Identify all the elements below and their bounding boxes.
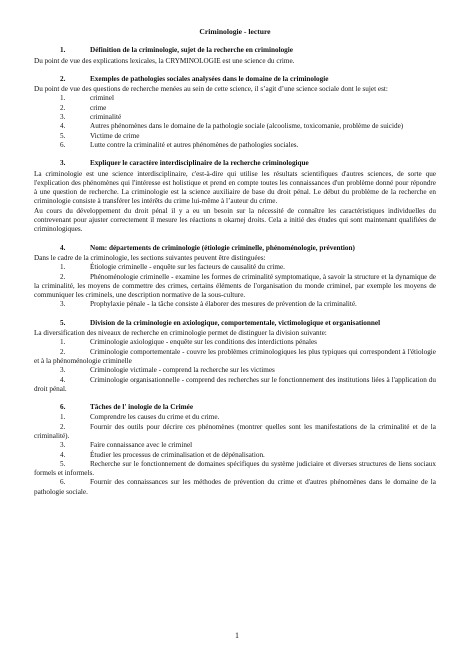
paragraph: Au cours du développement du droit pénal il y a eu un besoin sur la nécessité de connaître les caractéristiques individuelles du contrevenant pour ajuster correctement il mesure les réactions n okarnej droits. Cela a initié des études qui sont maintenant qualifiées de criminologiques.	[34, 206, 436, 234]
list-item-text: Étiologie criminelle - enquête sur les facteurs de causalité du crime.	[90, 263, 285, 272]
section-heading	[34, 75, 436, 84]
section-heading	[34, 319, 436, 328]
list-item-text: Phénoménologie criminelle - examine les formes de criminalité symptomatique, à savoir la structure et la dynamique de la criminalité, les moyens de commettre des crimes, certains éléments de l'organisation du monde criminel, par exemple les moyens de communiquer les criminels, une description normative de la sous-culture.	[34, 272, 436, 300]
section-number: 1.	[60, 46, 66, 55]
list-item-number: 6.	[60, 140, 66, 149]
section-heading	[34, 403, 436, 412]
list-item-text: Lutte contre la criminalité et autres phénomènes de pathologies sociales.	[90, 140, 299, 149]
paragraph: Du point de vue des questions de recherche menées au sein de cette science, il s’agit d’une science sociale dont le sujet est:	[34, 85, 388, 94]
list-item-text: Autres phénomènes dans le domaine de la pathologie sociale (alcoolisme, toxicomanie, problème de suicide)	[90, 122, 404, 131]
list-item	[34, 113, 436, 122]
list-item	[34, 478, 436, 497]
paragraph: La criminologie est une science interdisciplinaire, c'est-à-dire qui utilise les résultats scientifiques d'autres sciences, de sorte que l'explication des phénomènes qui l'intéresse est holistique et prend en compte toutes les connaissances d'un problème donné pour répondre à une question de recherche. La criminologie est la science auxiliaire de base du droit pénal. Le début du problème de la recherche en criminologie consiste à transférer les intérêts du crime lui-même à l’auteur du crime.	[34, 169, 436, 206]
paragraph: La diversification des niveaux de recherche en criminologie permet de distinguer la division suivante:	[34, 329, 327, 338]
list-item	[34, 141, 436, 150]
list-item-number: 1.	[60, 94, 66, 103]
list-item	[34, 348, 436, 367]
section-number: 3.	[60, 159, 66, 168]
list-item	[34, 104, 436, 113]
section-title: Nom: départements de criminologie (étiologie criminelle, phénoménologie, prévention)	[90, 243, 355, 252]
list-item	[34, 122, 436, 131]
list-item	[34, 441, 436, 450]
list-item	[34, 423, 436, 442]
list-item	[34, 300, 436, 309]
list-item-text: Étudier les processus de criminalisation et de dépénalisation.	[90, 450, 265, 459]
list-item-number: 1.	[60, 413, 66, 422]
section-1	[34, 46, 436, 66]
document-title: Criminologie - lecture	[199, 27, 271, 36]
section-4	[34, 244, 436, 310]
section-number: 6.	[60, 403, 66, 412]
numbered-list	[34, 413, 436, 497]
section-title: Division de la criminologie en axiologique, comportementale, victimologique et organisationnel	[90, 318, 381, 327]
list-item-number: 5.	[60, 459, 66, 468]
list-item-number: 3.	[60, 113, 66, 122]
list-item-number: 2.	[60, 103, 66, 112]
list-item	[34, 460, 436, 479]
list-item-text: Comprendre les causes du crime et du crime.	[90, 413, 220, 422]
list-item-number: 4.	[60, 122, 66, 131]
list-item	[34, 132, 436, 141]
section-number: 4.	[60, 243, 66, 252]
list-item	[34, 94, 436, 103]
list-item-text: Victime de crime	[90, 131, 140, 140]
list-item	[34, 366, 436, 375]
section-heading	[34, 46, 436, 55]
list-item-number: 5.	[60, 131, 66, 140]
numbered-list	[34, 94, 436, 150]
list-item-text: criminel	[90, 94, 114, 103]
section-number: 5.	[60, 318, 66, 327]
list-item-number: 1.	[60, 263, 66, 272]
list-item	[34, 273, 436, 301]
section-number: 2.	[60, 74, 66, 83]
section-heading	[34, 159, 436, 168]
paragraph: Dans le cadre de la criminologie, les sections suivantes peuvent être distinguées:	[34, 253, 266, 262]
numbered-list	[34, 338, 436, 394]
list-item-text: Recherche sur le fonctionnement de domaines spécifiques du système judiciaire et diverses structures de liens sociaux formels et informels.	[34, 459, 436, 478]
list-item-text: Criminologie comportementale - couvre les problèmes criminologiques les plus typiques qui correspondent à l'étiologie et à la phénoménologie criminelle	[34, 347, 436, 365]
section-title: Définition de la criminologie, sujet de la recherche en criminologie	[90, 46, 293, 55]
list-item-number: 2.	[60, 422, 66, 431]
numbered-list	[34, 263, 436, 309]
section-title: Exemples de pathologies sociales analysées dans le domaine de la criminologie	[90, 74, 329, 83]
list-item-number: 3.	[60, 300, 66, 309]
section-3	[34, 159, 436, 234]
list-item-text: crime	[90, 103, 107, 112]
list-item-number: 3.	[60, 441, 66, 450]
paragraph: Du point de vue des explications lexicales, la CRYMINOLOGIE est une science du crime.	[34, 56, 295, 65]
section-6	[34, 403, 436, 497]
list-item-number: 3.	[60, 366, 66, 375]
list-item-text: Criminologie axiologique - enquête sur les conditions des interdictions pénales	[90, 338, 317, 347]
list-item	[34, 376, 436, 395]
list-item-number: 2.	[60, 272, 66, 281]
list-item-text: Faire connaissance avec le criminel	[90, 441, 193, 450]
page-number: 1	[235, 631, 239, 640]
list-item-number: 1.	[60, 338, 66, 347]
section-heading	[34, 244, 436, 253]
section-title: Tâches de l' inologie de la Crimée	[90, 403, 194, 412]
list-item-number: 4.	[60, 375, 66, 384]
list-item-text: Fournir des outils pour décrire ces phénomènes (montrer quelles sont les manifestations de la criminalité et de la criminalité).	[34, 422, 436, 440]
list-item-text: Fournir des connaissances sur les méthodes de prévention du crime et d'autres phénomènes dans le domaine de la pathologie sociale.	[34, 478, 436, 496]
list-item-text: criminalité	[90, 113, 122, 122]
list-item	[34, 263, 436, 272]
list-item-number: 6.	[60, 478, 66, 487]
list-item-text: Criminologie organisationnelle - comprend des recherches sur le fonctionnement des institutions liées à l'application du droit pénal.	[34, 375, 436, 393]
section-5	[34, 319, 436, 394]
list-item	[34, 413, 436, 422]
list-item-number: 2.	[60, 347, 66, 356]
list-item-text: Criminologie victimale - comprend la recherche sur les victimes	[90, 366, 275, 375]
list-item-number: 4.	[60, 450, 66, 459]
section-2	[34, 75, 436, 150]
list-item	[34, 451, 436, 460]
list-item	[34, 338, 436, 347]
list-item-text: Prophylaxie pénale - la tâche consiste à élaborer des mesures de prévention de la criminalité.	[90, 300, 357, 309]
section-title: Expliquer le caractère interdisciplinaire de la recherche criminologique	[90, 159, 309, 168]
